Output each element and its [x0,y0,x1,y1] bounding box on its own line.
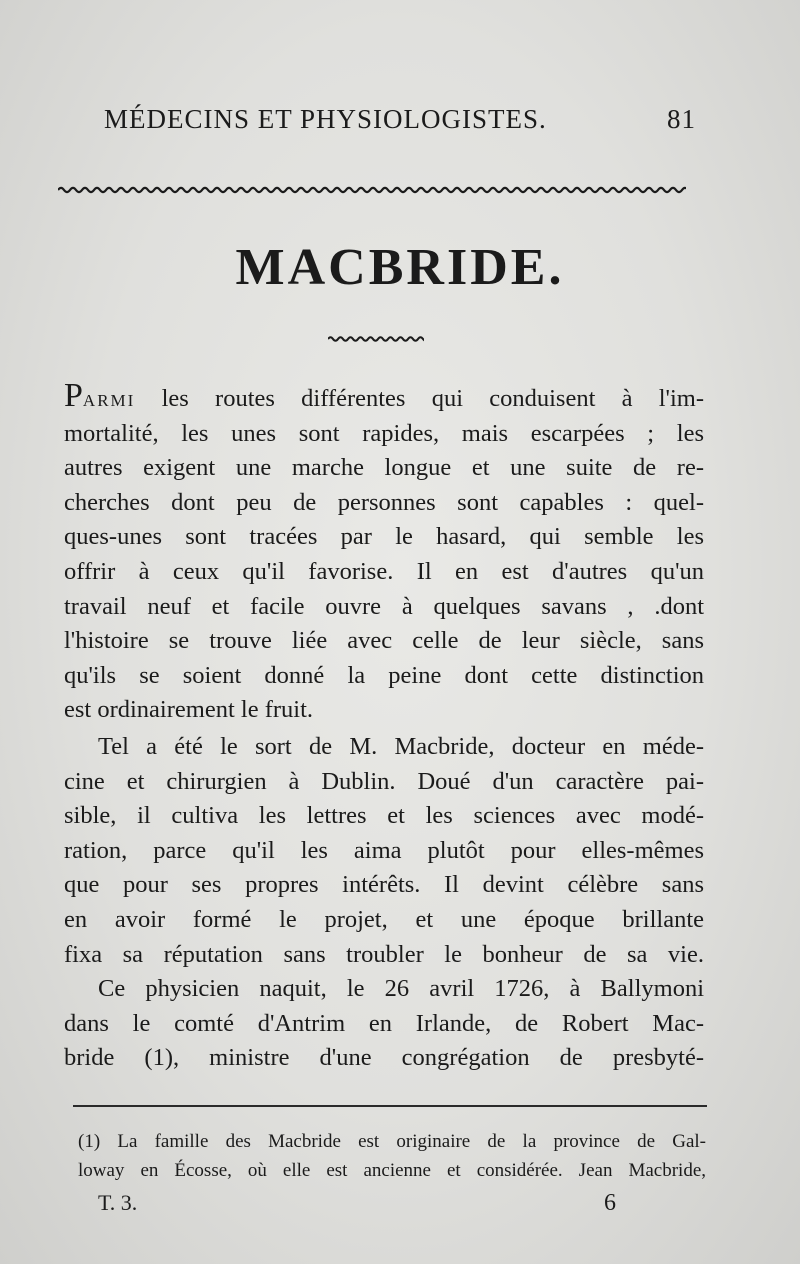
chapter-title: MACBRIDE. [235,239,565,296]
paragraph-line: sible, il cultiva les lettres et les sciences avec modé- [64,802,704,830]
sheet-signature: 6 [604,1190,616,1216]
footnote-rule [73,1105,707,1107]
paragraph-line: l'histoire se trouve liée avec celle de leur siècle, sans [64,627,704,655]
running-head [104,104,696,140]
paragraph-line: travail neuf et facile ouvre à quelques savans , .dont [64,592,704,620]
paragraph-line: mortalité, les unes sont rapides, mais escarpées ; les [64,419,704,447]
paragraph-line: est ordinairement le fruit. [64,696,313,724]
paragraph-line: cherches dont peu de personnes sont capables : quel- [64,488,704,516]
paragraph-line: fixa sa réputation sans troubler le bonheur de sa vie. [64,940,704,968]
paragraph-line: en avoir formé le projet, et une époque brillante [64,905,704,933]
paragraph-line: dans le comté d'Antrim en Irlande, de Robert Mac- [64,1009,704,1037]
footnote-line: (1) La famille des Macbride est originaire de la province de Gal- [78,1131,706,1152]
page-number: 81 [667,104,696,134]
paragraph-line: autres exigent une marche longue et une suite de re- [64,454,704,482]
small-caps-word: ARMI [82,391,136,410]
paragraph-line: que pour ses propres intérêts. Il devint célèbre sans [64,871,704,899]
footnote [78,1127,706,1185]
paragraph-line: bride (1), ministre d'une congrégation de presbyté- [64,1044,704,1072]
drop-cap: P [64,377,83,414]
paragraph-3 [64,972,704,1076]
running-title: MÉDECINS ET PHYSIOLOGISTES. [104,104,547,134]
paragraph-line: ration, parce qu'il les aima plutôt pour elles-mêmes [64,836,704,864]
paragraph-line: Tel a été le sort de M. Macbride, docteur en méde- [98,733,704,760]
footnote-line: loway en Écosse, où elle est ancienne et considérée. Jean Macbride, [78,1160,706,1181]
paragraph-2 [64,730,704,972]
paragraph-1 [64,377,704,728]
ornamental-wavy-rule [58,184,686,196]
paragraph-line: PARMI les routes différentes qui conduisent à l'im- [64,377,704,414]
paragraph-line: ques-unes sont tracées par le hasard, qui semble les [64,523,704,551]
paragraph-line: Ce physicien naquit, le 26 avril 1726, à Ballymoni [98,975,704,1002]
paragraph-line: cine et chirurgien à Dublin. Doué d'un caractère pai- [64,767,704,795]
volume-signature: T. 3. [98,1190,138,1215]
ornamental-short-rule [328,334,424,344]
paragraph-line: qu'ils se soient donné la peine dont cette distinction [64,661,704,689]
paragraph-line: offrir à ceux qu'il favorise. Il en est d'autres qu'un [64,557,704,585]
